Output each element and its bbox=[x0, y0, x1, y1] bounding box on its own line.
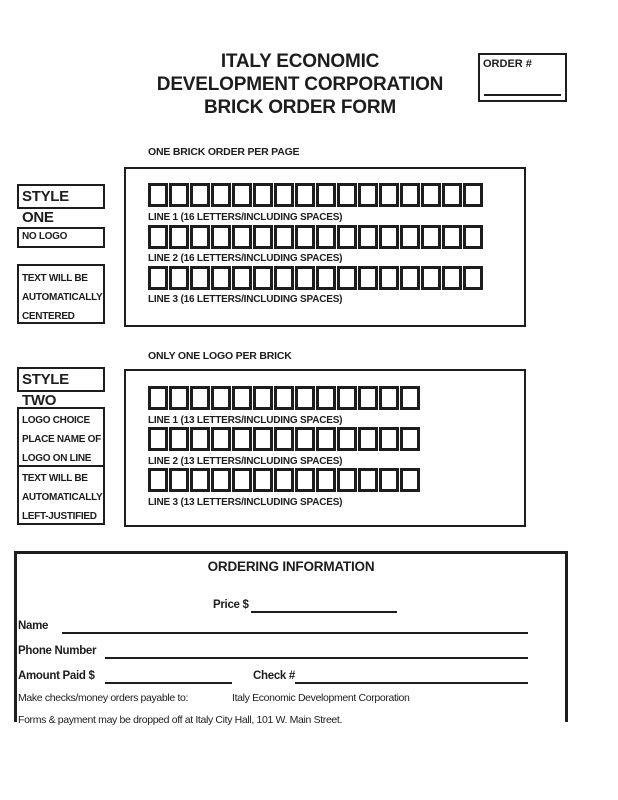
style-two-letter-row-1 bbox=[148, 386, 421, 410]
letter-cell[interactable] bbox=[274, 266, 294, 290]
letter-cell[interactable] bbox=[169, 386, 189, 410]
letter-cell[interactable] bbox=[253, 183, 273, 207]
letter-cell[interactable] bbox=[295, 427, 315, 451]
letter-cell[interactable] bbox=[253, 468, 273, 492]
letter-cell[interactable] bbox=[421, 183, 441, 207]
letter-cell[interactable] bbox=[190, 427, 210, 451]
letter-cell[interactable] bbox=[190, 225, 210, 249]
letter-cell[interactable] bbox=[148, 427, 168, 451]
letter-cell[interactable] bbox=[295, 386, 315, 410]
letter-cell[interactable] bbox=[190, 386, 210, 410]
letter-cell[interactable] bbox=[358, 183, 378, 207]
style-one-letter-row-3 bbox=[148, 266, 484, 290]
check-number-label: Check # bbox=[253, 670, 296, 682]
letter-cell[interactable] bbox=[463, 266, 483, 290]
letter-cell[interactable] bbox=[400, 266, 420, 290]
letter-cell[interactable] bbox=[148, 183, 168, 207]
style-one-line-2-label: LINE 2 (16 LETTERS/INCLUDING SPACES) bbox=[148, 253, 343, 264]
order-number-input-line[interactable] bbox=[484, 94, 561, 96]
letter-cell[interactable] bbox=[379, 427, 399, 451]
phone-number-label: Phone Number bbox=[18, 645, 97, 657]
letter-cell[interactable] bbox=[379, 225, 399, 249]
letter-cell[interactable] bbox=[358, 427, 378, 451]
letter-cell[interactable] bbox=[295, 225, 315, 249]
letter-cell[interactable] bbox=[295, 266, 315, 290]
phone-number-input-line[interactable] bbox=[105, 646, 528, 659]
check-number-input-line[interactable] bbox=[295, 671, 528, 684]
note-line: AUTOMATICALLY bbox=[22, 292, 103, 303]
letter-cell[interactable] bbox=[211, 468, 231, 492]
note-line: TEXT WILL BE bbox=[22, 473, 88, 484]
order-number-box bbox=[478, 53, 567, 102]
letter-cell[interactable] bbox=[232, 386, 252, 410]
letter-cell[interactable] bbox=[232, 427, 252, 451]
letter-cell[interactable] bbox=[169, 266, 189, 290]
name-input-line[interactable] bbox=[62, 621, 528, 634]
note-line: NO LOGO bbox=[22, 231, 68, 242]
style-two-letter-row-2 bbox=[148, 427, 421, 451]
letter-cell[interactable] bbox=[169, 468, 189, 492]
letter-cell[interactable] bbox=[190, 468, 210, 492]
letter-cell[interactable] bbox=[337, 225, 357, 249]
letter-cell[interactable] bbox=[358, 468, 378, 492]
letter-cell[interactable] bbox=[400, 183, 420, 207]
name-label: Name bbox=[18, 620, 49, 632]
form-title-line-3: BRICK ORDER FORM bbox=[203, 97, 397, 118]
letter-cell[interactable] bbox=[379, 183, 399, 207]
letter-cell[interactable] bbox=[274, 468, 294, 492]
style-two-line-3-label: LINE 3 (13 LETTERS/INCLUDING SPACES) bbox=[148, 497, 343, 508]
style-two-label-box bbox=[17, 367, 105, 409]
letter-cell[interactable] bbox=[232, 225, 252, 249]
letter-cell[interactable] bbox=[358, 266, 378, 290]
letter-cell[interactable] bbox=[253, 427, 273, 451]
letter-cell[interactable] bbox=[295, 468, 315, 492]
letter-cell[interactable] bbox=[400, 225, 420, 249]
letter-cell[interactable] bbox=[358, 386, 378, 410]
letter-cell[interactable] bbox=[379, 468, 399, 492]
style-one-line-3-label: LINE 3 (16 LETTERS/INCLUDING SPACES) bbox=[148, 294, 343, 305]
letter-cell[interactable] bbox=[421, 225, 441, 249]
price-input-line[interactable] bbox=[251, 600, 397, 613]
style-one-line-1-label: LINE 1 (16 LETTERS/INCLUDING SPACES) bbox=[148, 212, 343, 223]
style-two-left-justified-note bbox=[19, 465, 103, 523]
style-one-letter-row-1 bbox=[148, 183, 484, 207]
style-one-centered-note bbox=[17, 264, 105, 324]
dropoff-note: Forms & payment may be dropped off at Italy City Hall, 101 W. Main Street. bbox=[18, 714, 343, 726]
letter-cell[interactable] bbox=[211, 225, 231, 249]
letter-cell[interactable] bbox=[169, 183, 189, 207]
letter-cell[interactable] bbox=[211, 427, 231, 451]
letter-cell[interactable] bbox=[316, 386, 336, 410]
letter-cell[interactable] bbox=[232, 468, 252, 492]
payable-to-value: Italy Economic Development Corporation bbox=[232, 692, 410, 704]
style-one-section-heading: ONE BRICK ORDER PER PAGE bbox=[148, 146, 300, 158]
note-line: TEXT WILL BE bbox=[22, 273, 88, 284]
letter-cell[interactable] bbox=[400, 427, 420, 451]
letter-cell[interactable] bbox=[253, 266, 273, 290]
letter-cell[interactable] bbox=[337, 266, 357, 290]
note-line: LOGO ON LINE bbox=[22, 453, 92, 464]
style-two-line-1-label: LINE 1 (13 LETTERS/INCLUDING SPACES) bbox=[148, 415, 343, 426]
letter-cell[interactable] bbox=[316, 266, 336, 290]
letter-cell[interactable] bbox=[463, 183, 483, 207]
style-two-label: STYLE TWO bbox=[22, 371, 69, 409]
letter-cell[interactable] bbox=[211, 266, 231, 290]
letter-cell[interactable] bbox=[316, 468, 336, 492]
note-line: LEFT-JUSTIFIED bbox=[22, 511, 97, 522]
style-two-section-heading: ONLY ONE LOGO PER BRICK bbox=[148, 350, 292, 362]
form-title-line-2: DEVELOPMENT CORPORATION bbox=[156, 74, 444, 95]
letter-cell[interactable] bbox=[400, 468, 420, 492]
letter-cell[interactable] bbox=[274, 386, 294, 410]
price-label: Price $ bbox=[213, 599, 249, 611]
letter-cell[interactable] bbox=[211, 183, 231, 207]
letter-cell[interactable] bbox=[400, 386, 420, 410]
note-line: PLACE NAME OF bbox=[22, 434, 101, 445]
ordering-information-heading: ORDERING INFORMATION bbox=[207, 559, 375, 574]
style-one-letter-row-2 bbox=[148, 225, 484, 249]
style-one-brick-box bbox=[124, 167, 526, 327]
order-number-label: ORDER # bbox=[483, 58, 532, 70]
amount-paid-input-line[interactable] bbox=[105, 671, 232, 684]
letter-cell[interactable] bbox=[232, 183, 252, 207]
style-two-notes-box bbox=[17, 407, 105, 525]
letter-cell[interactable] bbox=[358, 225, 378, 249]
letter-cell[interactable] bbox=[169, 225, 189, 249]
letter-cell[interactable] bbox=[337, 183, 357, 207]
note-line: AUTOMATICALLY bbox=[22, 492, 103, 503]
letter-cell[interactable] bbox=[442, 225, 462, 249]
letter-cell[interactable] bbox=[190, 266, 210, 290]
letter-cell[interactable] bbox=[442, 183, 462, 207]
letter-cell[interactable] bbox=[442, 266, 462, 290]
letter-cell[interactable] bbox=[337, 427, 357, 451]
letter-cell[interactable] bbox=[232, 266, 252, 290]
letter-cell[interactable] bbox=[337, 386, 357, 410]
letter-cell[interactable] bbox=[295, 183, 315, 207]
letter-cell[interactable] bbox=[148, 386, 168, 410]
style-two-letter-row-3 bbox=[148, 468, 421, 492]
style-two-line-2-label: LINE 2 (13 LETTERS/INCLUDING SPACES) bbox=[148, 456, 343, 467]
style-two-logo-choice-note bbox=[19, 409, 103, 465]
letter-cell[interactable] bbox=[274, 183, 294, 207]
style-one-no-logo-note bbox=[17, 227, 105, 248]
note-line: LOGO CHOICE bbox=[22, 415, 90, 426]
style-one-label-box bbox=[17, 184, 105, 226]
letter-cell[interactable] bbox=[421, 266, 441, 290]
amount-paid-label: Amount Paid $ bbox=[18, 670, 95, 682]
letter-cell[interactable] bbox=[379, 386, 399, 410]
letter-cell[interactable] bbox=[274, 427, 294, 451]
letter-cell[interactable] bbox=[316, 225, 336, 249]
letter-cell[interactable] bbox=[253, 386, 273, 410]
letter-cell[interactable] bbox=[148, 225, 168, 249]
payable-to-label: Make checks/money orders payable to: bbox=[18, 692, 189, 704]
style-one-label: STYLE ONE bbox=[22, 188, 69, 226]
letter-cell[interactable] bbox=[463, 225, 483, 249]
form-title-line-1: ITALY ECONOMIC bbox=[220, 51, 380, 72]
letter-cell[interactable] bbox=[337, 468, 357, 492]
letter-cell[interactable] bbox=[316, 427, 336, 451]
letter-cell[interactable] bbox=[316, 183, 336, 207]
note-line: CENTERED bbox=[22, 311, 75, 322]
letter-cell[interactable] bbox=[148, 266, 168, 290]
style-two-brick-box bbox=[124, 369, 526, 527]
letter-cell[interactable] bbox=[211, 386, 231, 410]
letter-cell[interactable] bbox=[190, 183, 210, 207]
letter-cell[interactable] bbox=[253, 225, 273, 249]
letter-cell[interactable] bbox=[169, 427, 189, 451]
letter-cell[interactable] bbox=[148, 468, 168, 492]
letter-cell[interactable] bbox=[379, 266, 399, 290]
letter-cell[interactable] bbox=[274, 225, 294, 249]
